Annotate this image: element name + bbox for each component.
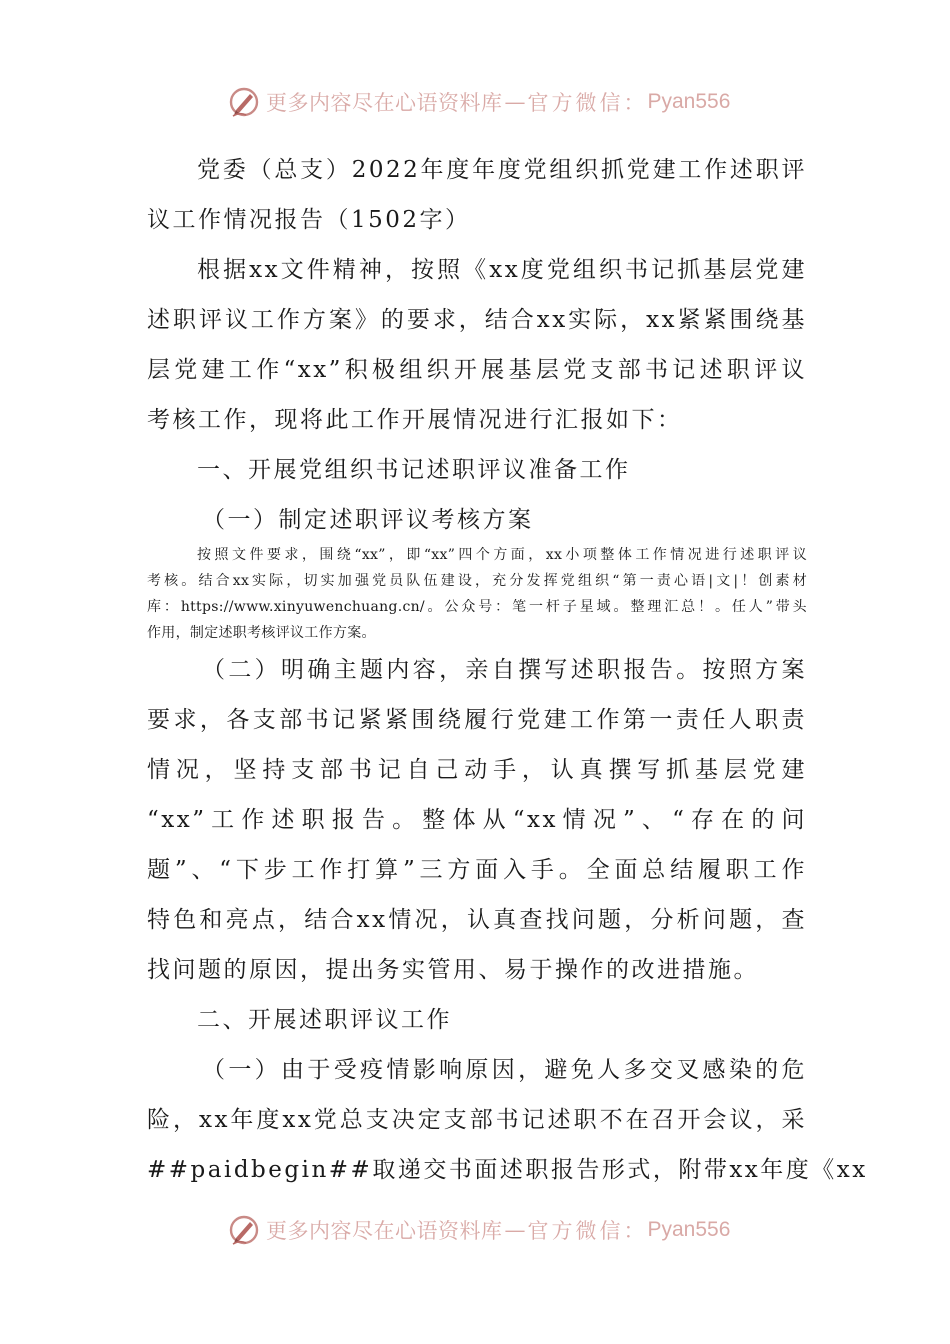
watermark-header — [228, 82, 730, 122]
section-1-subheading: （一）制定述职评议考核方案 — [202, 507, 534, 533]
doc-title-line-1: 党委（总支）2022年度年度党组织抓党建工作述职评 — [197, 157, 807, 183]
small-text-line-2: 考核。结合xx实际，切实加强党员队伍建设，充分发挥党组织“第一责心语|文|！创素材 — [147, 573, 807, 589]
watermark-wechat-id: Pyan556 — [647, 90, 731, 113]
watermark-label: 官方微信： — [527, 1219, 648, 1243]
section-2-line-2: 险，xx年度xx党总支决定支部书记述职不在召开会议，采 — [147, 1107, 807, 1133]
intro-line-3: 层党建工作“xx”积极组织开展基层党支部书记述职评议 — [147, 357, 807, 383]
para-2-line-4: “xx”工作述职报告。整体从“xx情况”、“存在的问 — [147, 807, 807, 833]
watermark-text: 更多内容尽在心语资料库 — [266, 1219, 503, 1243]
section-1-heading: 一、开展党组织书记述职评议准备工作 — [197, 457, 631, 483]
intro-line-1: 根据xx文件精神，按照《xx度党组织书记抓基层党建 — [197, 257, 807, 283]
para-2-line-2: 要求，各支部书记紧紧围绕履行党建工作第一责任人职责 — [147, 707, 807, 733]
small-text-line-3: 库：https://www.xinyuwenchuang.cn/。公众号：笔一杆子星域。整理汇总！。任人”带头 — [147, 599, 807, 615]
watermark-label: 官方微信： — [527, 91, 648, 115]
para-2-line-5: 题”、“下步工作打算”三方面入手。全面总结履职工作 — [147, 857, 807, 883]
watermark-footer — [228, 1210, 730, 1250]
intro-line-4: 考核工作，现将此工作开展情况进行汇报如下： — [147, 407, 683, 433]
watermark-dash: — — [504, 90, 526, 114]
intro-line-2: 述职评议工作方案》的要求，结合xx实际，xx紧紧围绕基 — [147, 307, 807, 333]
pen-logo-icon — [228, 1214, 260, 1246]
para-2-line-1: （二）明确主题内容，亲自撰写述职报告。按照方案 — [202, 657, 807, 683]
watermark-dash: — — [504, 1218, 526, 1242]
small-text-line-4: 作用，制定述职考核评议工作方案。 — [147, 625, 376, 641]
watermark-wechat-id: Pyan556 — [647, 1218, 731, 1241]
section-2-line-1: （一）由于受疫情影响原因，避免人多交叉感染的危 — [202, 1057, 807, 1083]
watermark-text: 更多内容尽在心语资料库 — [266, 91, 503, 115]
pen-logo-icon — [228, 86, 260, 118]
section-2-line-3: ##paidbegin##取递交书面述职报告形式，附带xx年度《xx — [147, 1157, 868, 1183]
para-2-line-3: 情况，坚持支部书记自己动手，认真撰写抓基层党建 — [147, 757, 807, 783]
small-text-line-1: 按照文件要求，围绕“xx”，即“xx”四个方面，xx小项整体工作情况进行述职评议 — [197, 547, 807, 563]
section-2-heading: 二、开展述职评议工作 — [197, 1007, 452, 1033]
doc-title-line-2: 议工作情况报告（1502字） — [147, 207, 471, 233]
para-2-line-6: 特色和亮点，结合xx情况，认真查找问题，分析问题，查 — [147, 907, 807, 933]
para-2-line-7: 找问题的原因，提出务实管用、易于操作的改进措施。 — [147, 957, 759, 983]
